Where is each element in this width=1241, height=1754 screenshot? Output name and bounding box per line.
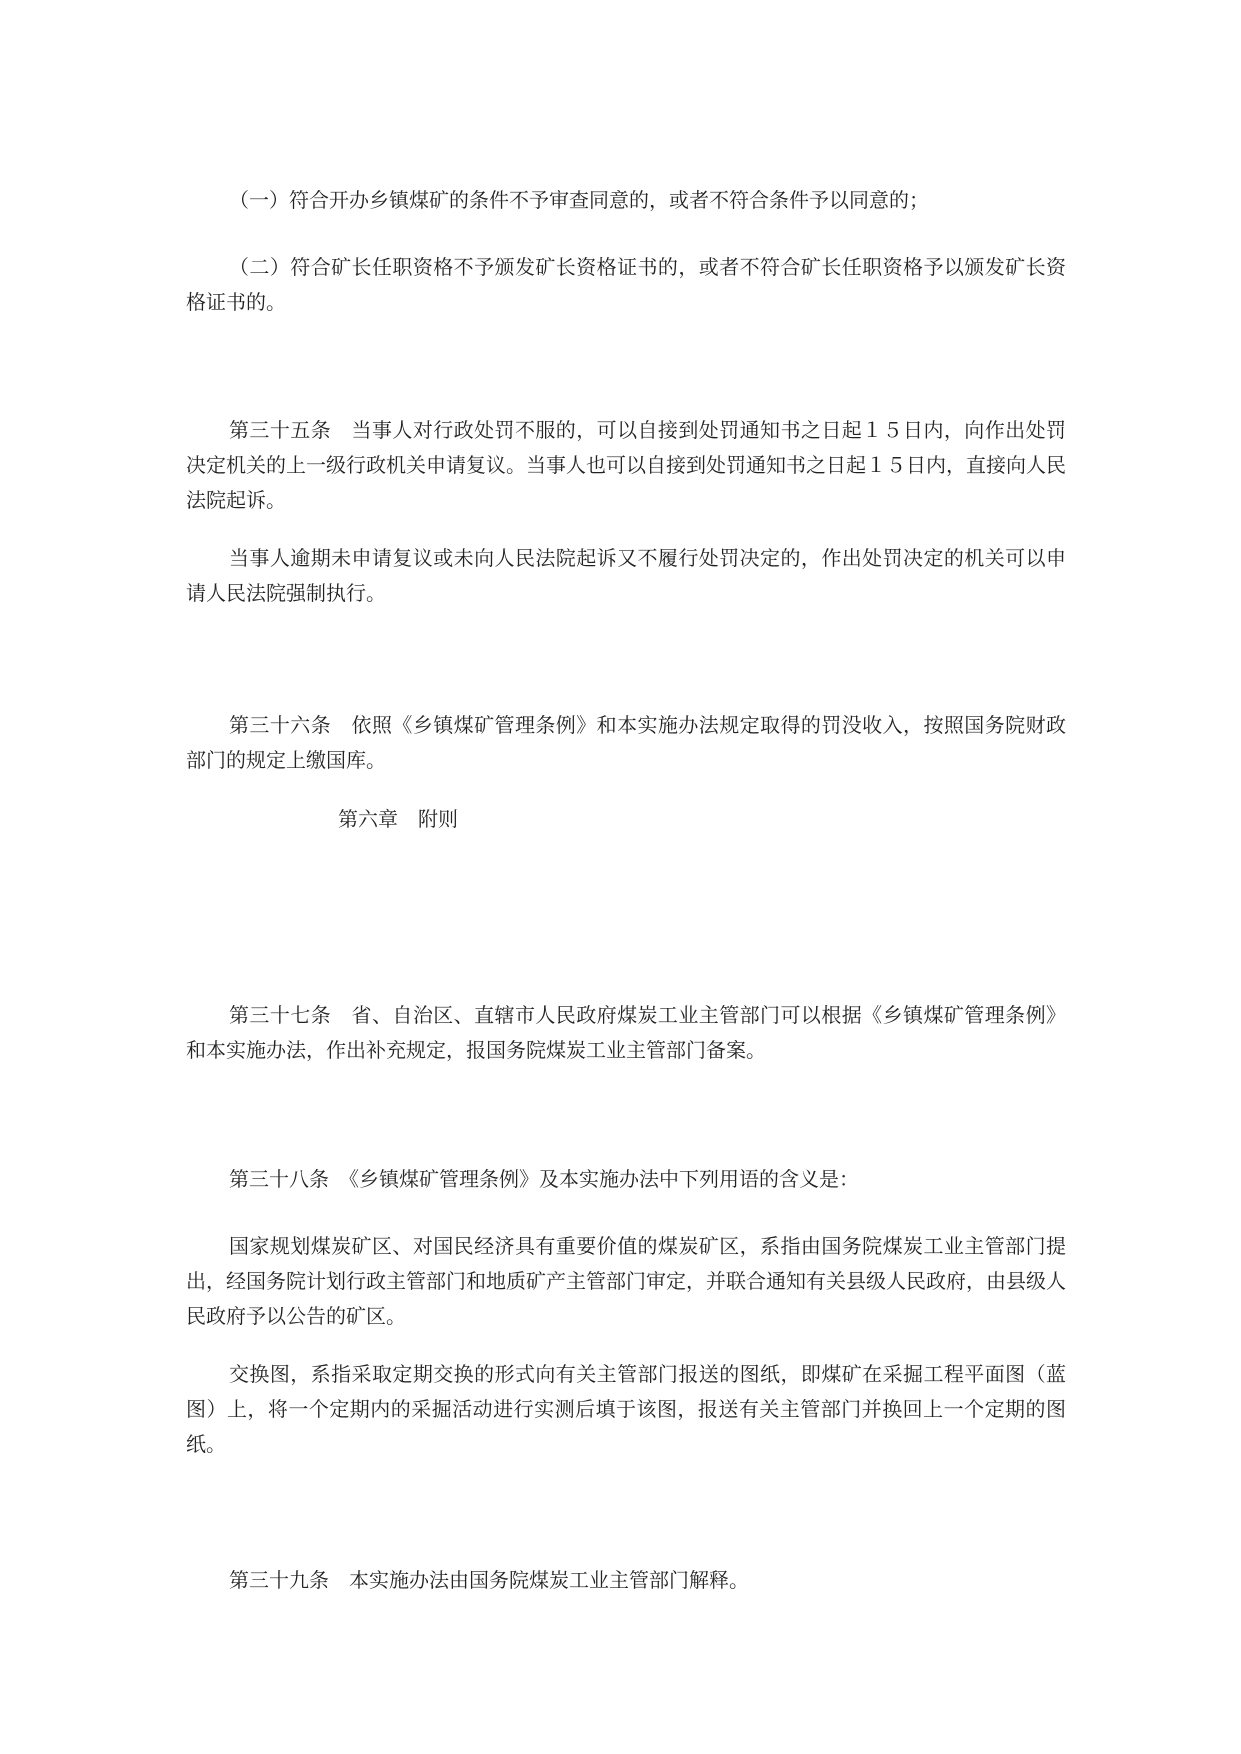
- paragraph-article-37: 第三十七条 省、自治区、直辖市人民政府煤炭工业主管部门可以根据《乡镇煤矿管理条例》和本实施办法，作出补充规定，报国务院煤炭工业主管部门备案。: [186, 1003, 1066, 1062]
- paragraph-article-35: 第三十五条 当事人对行政处罚不服的，可以自接到处罚通知书之日起１５日内，向作出处罚决定机关的上一级行政机关申请复议。当事人也可以自接到处罚通知书之日起１５日内，直接向人民法院起诉。: [186, 418, 1066, 512]
- paragraph-item-2: （二）符合矿长任职资格不予颁发矿长资格证书的，或者不符合矿长任职资格予以颁发矿长资格证书的。: [186, 255, 1066, 314]
- paragraph-item-1: （一）符合开办乡镇煤矿的条件不予审查同意的，或者不符合条件予以同意的；: [229, 188, 929, 212]
- paragraph-definition-mining-area: 国家规划煤炭矿区、对国民经济具有重要价值的煤炭矿区，系指由国务院煤炭工业主管部门提出，经国务院计划行政主管部门和地质矿产主管部门审定，并联合通知有关县级人民政府，由县级人民政府予以公告的矿区。: [186, 1234, 1066, 1328]
- paragraph-enforcement: 当事人逾期未申请复议或未向人民法院起诉又不履行处罚决定的，作出处罚决定的机关可以申请人民法院强制执行。: [186, 546, 1066, 605]
- paragraph-definition-exchange-map: 交换图，系指采取定期交换的形式向有关主管部门报送的图纸，即煤矿在采掘工程平面图（蓝图）上，将一个定期内的采掘活动进行实测后填于该图，报送有关主管部门并换回上一个定期的图纸。: [186, 1362, 1066, 1456]
- chapter-heading: 第六章 附则: [338, 807, 458, 831]
- paragraph-article-36: 第三十六条 依照《乡镇煤矿管理条例》和本实施办法规定取得的罚没收入，按照国务院财政部门的规定上缴国库。: [186, 713, 1066, 772]
- paragraph-article-38: 第三十八条 《乡镇煤矿管理条例》及本实施办法中下列用语的含义是：: [229, 1167, 859, 1191]
- paragraph-article-39: 第三十九条 本实施办法由国务院煤炭工业主管部门解释。: [229, 1568, 749, 1592]
